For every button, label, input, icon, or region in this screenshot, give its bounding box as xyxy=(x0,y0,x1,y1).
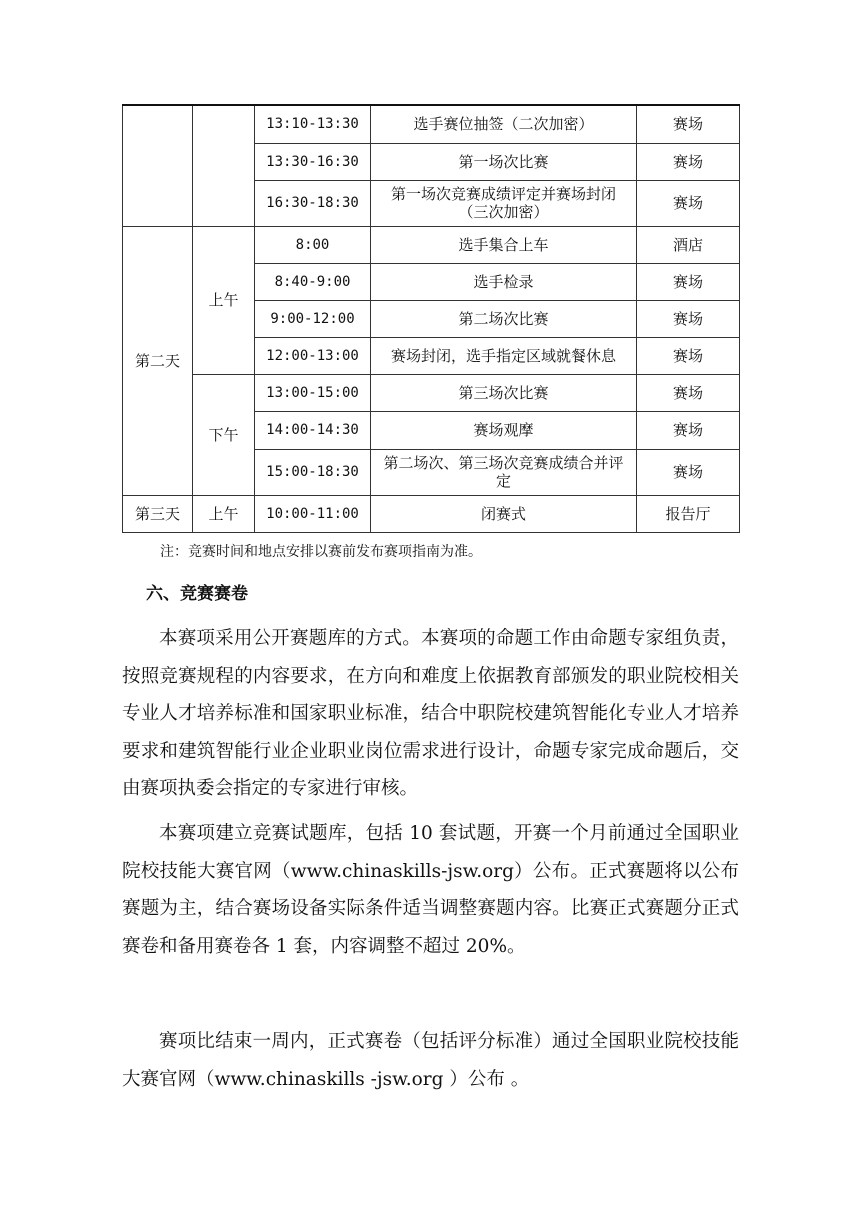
task-cell: 闭赛式 xyxy=(371,495,637,532)
task-cell: 第二场次比赛 xyxy=(371,300,637,337)
time-cell: 10:00-11:00 xyxy=(255,495,371,532)
paragraph: 本赛项采用公开赛题库的方式。本赛项的命题工作由命题专家组负责，按照竞赛规程的内容要求，在方向和难度上依据教育部颁发的职业院校相关专业人才培养标准和国家职业标准，结合中职院校建筑智能化专业人才培养要求和建筑智能行业企业职业岗位需求进行设计，命题专家完成命题后，交由赛项执委会指定的专家进行审核。 xyxy=(122,628,739,799)
time-cell: 12:00-13:00 xyxy=(255,337,371,374)
period-cell xyxy=(193,105,255,226)
location-cell: 赛场 xyxy=(637,449,740,495)
location-cell: 赛场 xyxy=(637,337,740,374)
time-cell: 8:00 xyxy=(255,226,371,263)
morning-cell: 上午 xyxy=(193,226,255,374)
location-cell: 赛场 xyxy=(637,105,740,143)
table-row xyxy=(123,226,740,263)
schedule-table xyxy=(122,104,740,533)
time-cell: 8:40-9:00 xyxy=(255,263,371,300)
paragraph: 赛项比结束一周内，正式赛卷（包括评分标准）通过全国职业院校技能大赛官网（www.chinaskills -jsw.org ）公布 。 xyxy=(122,1031,739,1090)
location-cell: 赛场 xyxy=(637,411,740,449)
task-cell: 选手赛位抽签（二次加密） xyxy=(371,105,637,143)
task-cell: 第一场次竞赛成绩评定并赛场封闭（三次加密） xyxy=(371,180,637,226)
table-row xyxy=(123,495,740,532)
afternoon-cell: 下午 xyxy=(193,374,255,495)
time-cell: 14:00-14:30 xyxy=(255,411,371,449)
location-cell: 酒店 xyxy=(637,226,740,263)
table-note: 注：竞赛时间和地点安排以赛前发布赛项指南为准。 xyxy=(160,544,482,560)
time-cell: 13:00-15:00 xyxy=(255,374,371,411)
day1-cell xyxy=(123,105,193,226)
task-cell: 第一场次比赛 xyxy=(371,143,637,180)
location-cell: 报告厅 xyxy=(637,495,740,532)
table-row xyxy=(123,374,740,411)
time-cell: 16:30-18:30 xyxy=(255,180,371,226)
paragraph: 本赛项建立竞赛试题库，包括 10 套试题，开赛一个月前通过全国职业院校技能大赛官网（www.chinaskills-jsw.org）公布。正式赛题将以公布赛题为主，结合赛场设备实际条件适当调整赛题内容。比赛正式赛题分正式赛卷和备用赛卷各 1 套，内容调整不超过 20%。 xyxy=(122,823,739,957)
location-cell: 赛场 xyxy=(637,180,740,226)
task-cell: 选手集合上车 xyxy=(371,226,637,263)
location-cell: 赛场 xyxy=(637,300,740,337)
day2-cell: 第二天 xyxy=(123,226,193,495)
task-cell: 赛场观摩 xyxy=(371,411,637,449)
table-row xyxy=(123,105,740,143)
location-cell: 赛场 xyxy=(637,374,740,411)
task-cell: 选手检录 xyxy=(371,263,637,300)
time-cell: 9:00-12:00 xyxy=(255,300,371,337)
section-heading: 六、竞赛赛卷 xyxy=(146,584,248,604)
day3-cell: 第三天 xyxy=(123,495,193,532)
location-cell: 赛场 xyxy=(637,143,740,180)
task-cell: 第二场次、第三场次竞赛成绩合并评定 xyxy=(371,449,637,495)
time-cell: 13:30-16:30 xyxy=(255,143,371,180)
location-cell: 赛场 xyxy=(637,263,740,300)
morning-cell: 上午 xyxy=(193,495,255,532)
task-cell: 第三场次比赛 xyxy=(371,374,637,411)
task-cell: 赛场封闭，选手指定区域就餐休息 xyxy=(371,337,637,374)
time-cell: 13:10-13:30 xyxy=(255,105,371,143)
time-cell: 15:00-18:30 xyxy=(255,449,371,495)
